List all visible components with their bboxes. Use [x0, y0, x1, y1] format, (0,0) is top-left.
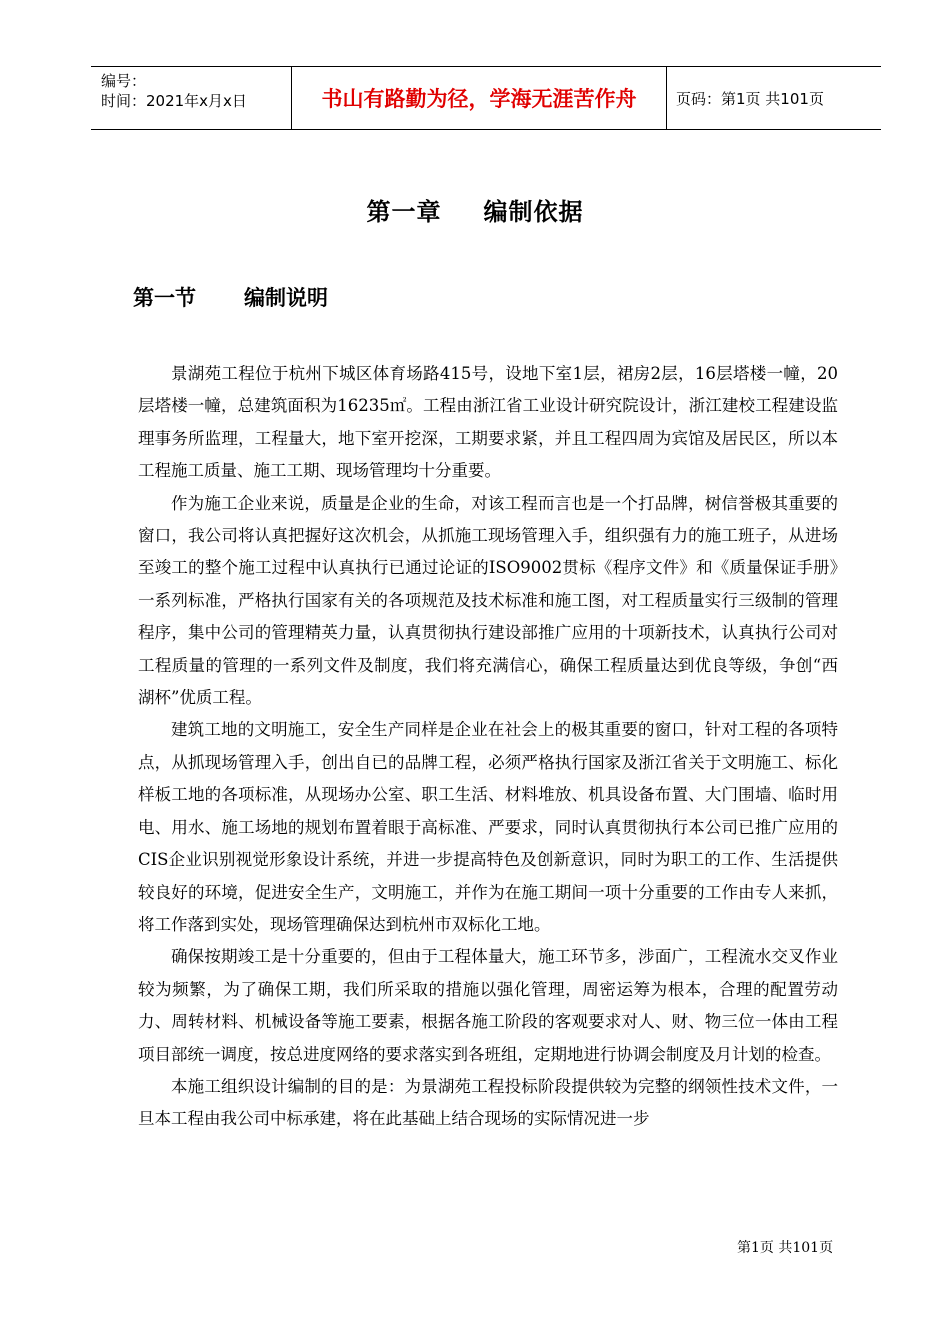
header-page-number: 页码：第1页 共101页: [676, 89, 824, 108]
paragraph: 景湖苑工程位于杭州下城区体育场路415号，设地下室1层，裙房2层，16层塔楼一幢，20层塔楼一幢，总建筑面积为16235㎡。工程由浙江省工业设计研究院设计，浙江建校工程建设监理事务所监理，工程量大，地下室开挖深，工期要求紧，并且工程四周为宾馆及居民区，所以本工程施工质量、施工工期、现场管理均十分重要。: [138, 364, 838, 481]
section-number: 第一节: [133, 286, 196, 310]
paragraph: 作为施工企业来说，质量是企业的生命，对该工程而言也是一个打品牌，树信誉极其重要的窗口，我公司将认真把握好这次机会，从抓施工现场管理入手，组织强有力的施工班子，从进场至竣工的整个施工过程中认真执行已通过论证的ISO9002贯标《程序文件》和《质量保证手册》一系列标准，严格执行国家有关的各项规范及技术标准和施工图，对工程质量实行三级制的管理程序，集中公司的管理精英力量，认真贯彻执行建设部推广应用的十项新技术，认真执行公司对工程质量的管理的一系列文件及制度，我们将充满信心，确保工程质量达到优良等级，争创“西湖杯”优质工程。: [138, 493, 838, 708]
header-meta: [101, 71, 291, 111]
chapter-title: 编制依据: [483, 198, 584, 226]
paragraph: 确保按期竣工是十分重要的，但由于工程体量大，施工环节多，涉面广，工程流水交叉作业较为频繁，为了确保工期，我们所采取的措施以强化管理，周密运筹为根本，合理的配置劳动力、周转材料、机械设备等施工要素，根据各施工阶段的客观要求对人、财、物三位一体由工程项目部统一调度，按总进度网络的要求落实到各班组，定期地进行协调会制度及月计划的检查。: [138, 947, 838, 1064]
section-title: 编制说明: [244, 286, 328, 310]
document-date-label: 时间：2021年x月x日: [101, 92, 247, 110]
paragraph: 本施工组织设计编制的目的是：为景湖苑工程投标阶段提供较为完整的纲领性技术文件，一旦本工程由我公司中标承建，将在此基础上结合现场的实际情况进一步: [138, 1076, 838, 1129]
page-header: [91, 66, 881, 130]
paragraph: 建筑工地的文明施工，安全生产同样是企业在社会上的极其重要的窗口，针对工程的各项特点，从抓现场管理入手，创出自已的品牌工程，必须严格执行国家及浙江省关于文明施工、标化样板工地的各项标准，从现场办公室、职工生活、材料堆放、机具设备布置、大门围墙、临时用电、用水、施工场地的规划布置着眼于高标准、严要求，同时认真贯彻执行本公司已推广应用的CIS企业识别视觉形象设计系统，并进一步提高特色及创新意识，同时为职工的工作、生活提供较良好的环境，促进安全生产，文明施工，并作为在施工期间一项十分重要的工作由专人来抓，将工作落到实处，现场管理确保达到杭州市双标化工地。: [138, 720, 838, 934]
header-motto: 书山有路勤为径，学海无涯苦作舟: [291, 67, 667, 129]
body-text: [138, 358, 838, 1136]
chapter-number: 第一章: [366, 198, 442, 226]
section-heading: [133, 282, 328, 312]
document-number-label: 编号：: [101, 72, 147, 90]
page-footer: 第1页 共101页: [737, 1240, 834, 1256]
chapter-heading: [0, 192, 950, 227]
